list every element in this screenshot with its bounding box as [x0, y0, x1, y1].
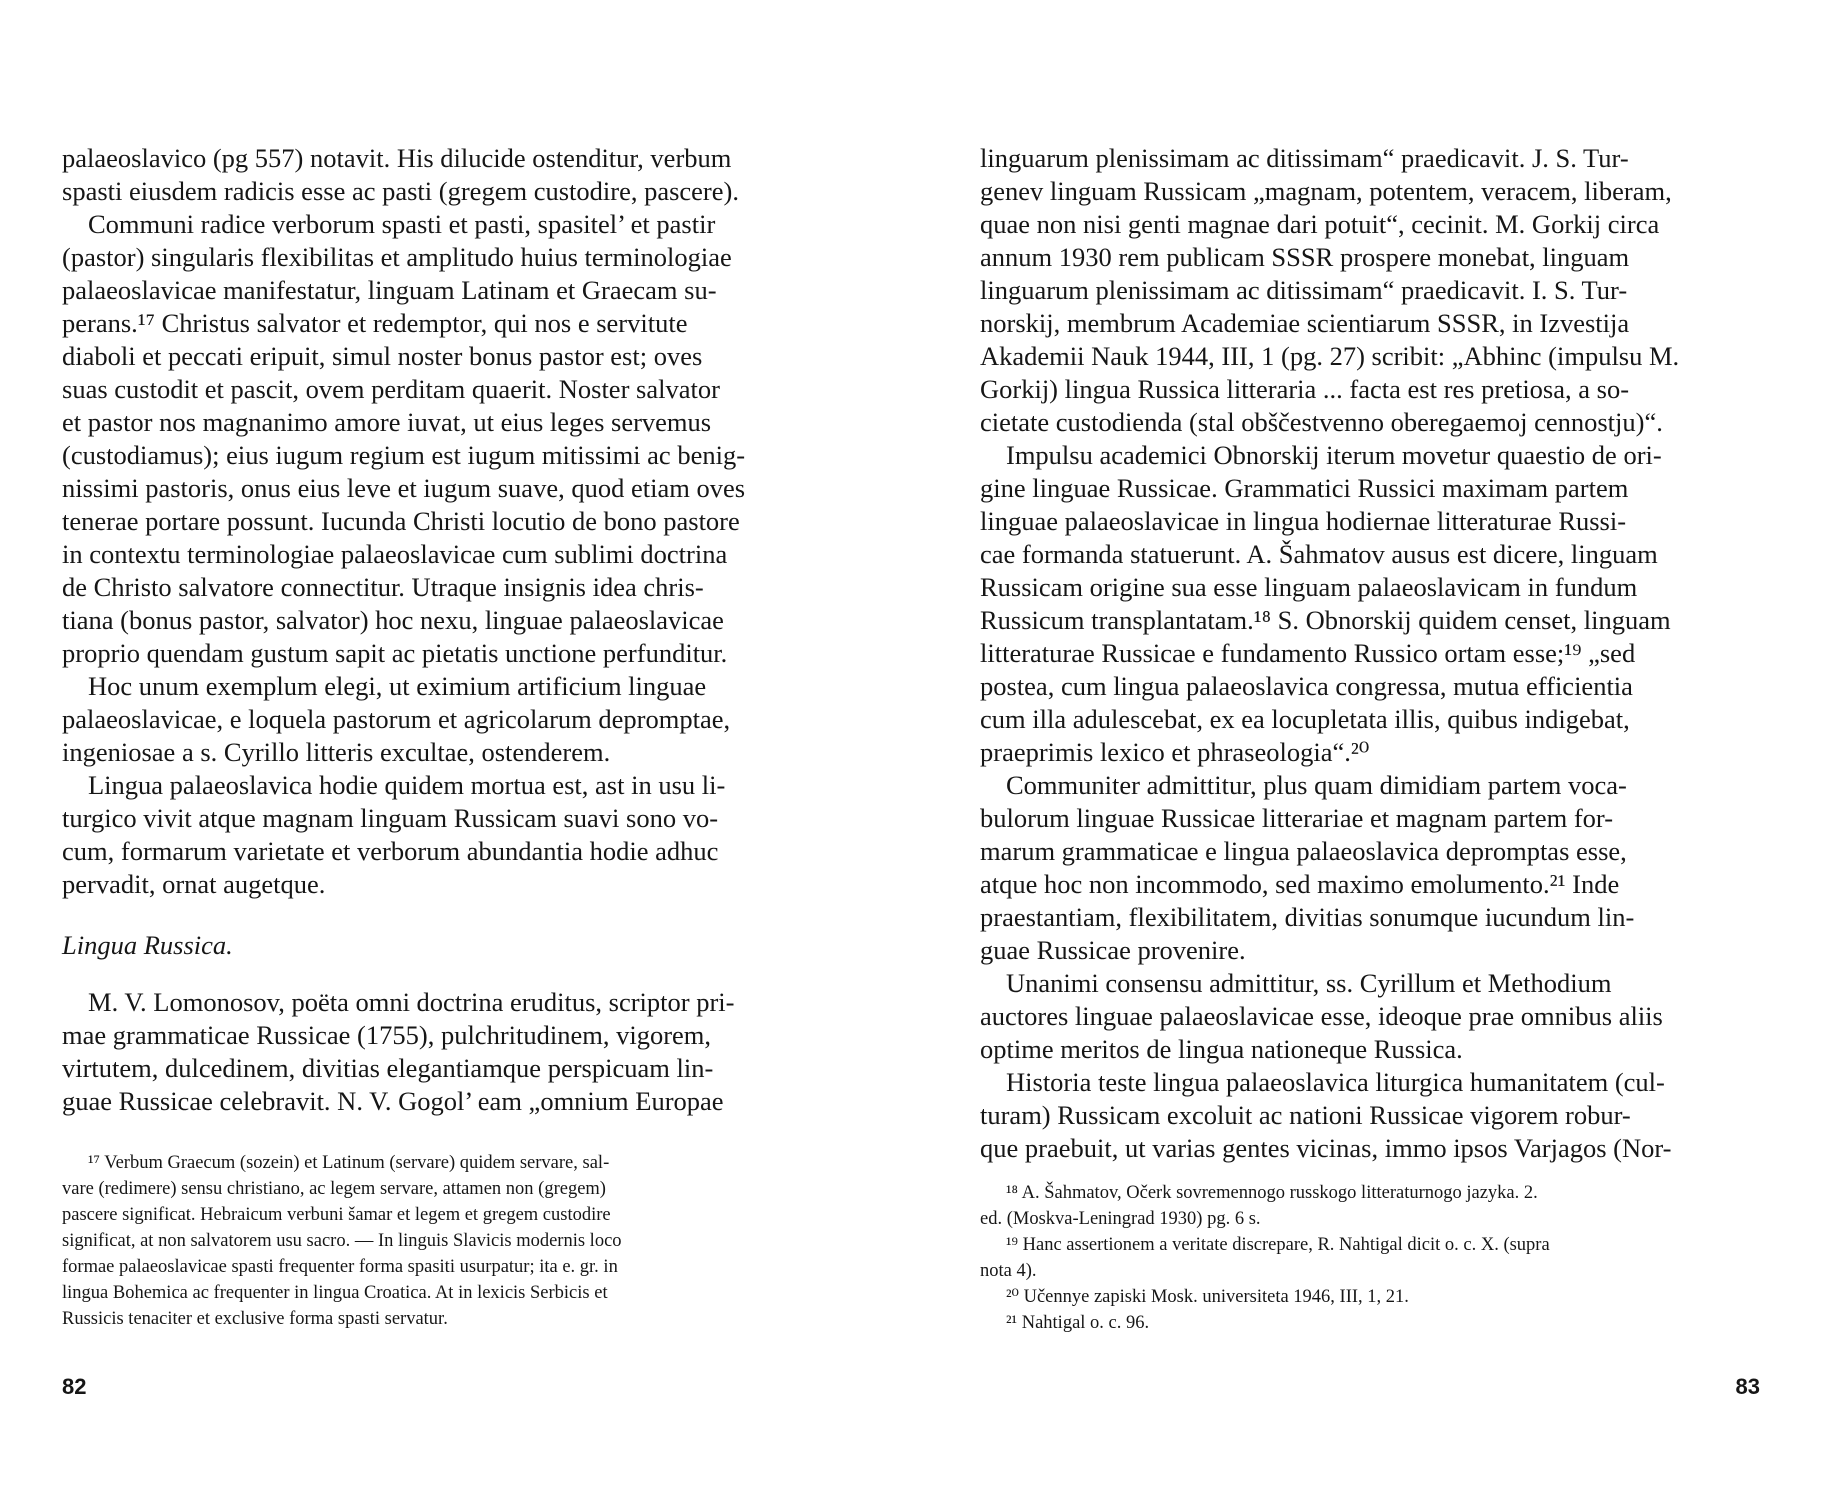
paragraph — [62, 142, 848, 208]
text-line: atque hoc non incommodo, sed maximo emolumento.²¹ Inde — [980, 869, 1620, 899]
text-line: cietate custodienda (stal obščestvenno oberegaemoj cennostju)“. — [980, 407, 1663, 437]
footnote-line: vare (redimere) sensu christiano, ac legem servare, attamen non (gregem) — [62, 1179, 606, 1199]
footnote — [980, 1310, 1760, 1336]
text-line: ingeniosae a s. Cyrillo litteris excultae, ostenderem. — [62, 737, 611, 767]
left-page — [62, 142, 848, 1399]
right-body — [980, 142, 1760, 1165]
text-line: quae non nisi genti magnae dari potuit“, cecinit. M. Gorkij circa — [980, 209, 1660, 239]
text-line: perans.¹⁷ Christus salvator et redemptor, qui nos e servitute — [62, 308, 688, 338]
paragraph — [62, 986, 848, 1118]
footnote-line: formae palaeoslavicae spasti frequenter forma spasiti usurpatur; ita e. gr. in — [62, 1257, 618, 1277]
footnote-line: ²⁰ Učennye zapiski Mosk. universiteta 1946, III, 1, 21. — [1006, 1287, 1409, 1307]
section-heading: Lingua Russica. — [62, 930, 233, 960]
footnote-line: ¹⁹ Hanc assertionem a veritate discrepare, R. Nahtigal dicit o. c. X. (supra — [1006, 1235, 1550, 1255]
footnote — [980, 1232, 1760, 1284]
text-line: optime meritos de lingua nationeque Russica. — [980, 1034, 1463, 1064]
text-line: diaboli et peccati eripuit, simul noster bonus pastor est; oves — [62, 341, 703, 371]
text-line: linguae palaeoslavicae in lingua hodiernae litteraturae Russi- — [980, 506, 1627, 536]
footnote-line: ed. (Moskva-Leningrad 1930) pg. 6 s. — [980, 1209, 1261, 1229]
footnote — [980, 1284, 1760, 1310]
text-line: bulorum linguae Russicae litterariae et magnam partem for- — [980, 803, 1614, 833]
text-line: Impulsu academici Obnorskij iterum movetur quaestio de ori- — [1006, 440, 1662, 470]
paragraph — [62, 769, 848, 901]
text-line: turgico vivit atque magnam linguam Russicam suavi sono vo- — [62, 803, 719, 833]
text-line: spasti eiusdem radicis esse ac pasti (gregem custodire, pascere). — [62, 176, 739, 206]
text-line: de Christo salvatore connectitur. Utraque insignis idea chris- — [62, 572, 704, 602]
text-line: tiana (bonus pastor, salvator) hoc nexu, linguae palaeoslavicae — [62, 605, 724, 635]
paragraph — [62, 208, 848, 670]
text-line: Gorkij) lingua Russica litteraria ... facta est res pretiosa, a so- — [980, 374, 1630, 404]
text-line: Hoc unum exemplum elegi, ut eximium artificium linguae — [88, 671, 707, 701]
paragraph — [980, 967, 1760, 1066]
text-line: (pastor) singularis flexibilitas et amplitudo huius terminologiae — [62, 242, 732, 272]
text-line: pervadit, ornat augetque. — [62, 869, 326, 899]
text-line: cae formanda statuerunt. A. Šahmatov ausus est dicere, linguam — [980, 539, 1658, 569]
text-line: marum grammaticae e lingua palaeoslavica depromptas esse, — [980, 836, 1627, 866]
footnote-line: ¹⁷ Verbum Graecum (sozein) et Latinum (servare) quidem servare, sal- — [88, 1153, 610, 1173]
text-line: norskij, membrum Academiae scientiarum SSSR, in Izvestija — [980, 308, 1630, 338]
right-footnotes — [980, 1180, 1760, 1336]
footnote-line: ²¹ Nahtigal o. c. 96. — [1006, 1313, 1150, 1333]
paragraph — [980, 439, 1760, 769]
page-number: 83 — [1735, 1374, 1760, 1399]
text-line: Communi radice verborum spasti et pasti, spasitel’ et pastir — [88, 209, 716, 239]
text-line: palaeoslavicae, e loquela pastorum et agricolarum depromptae, — [62, 704, 731, 734]
text-line: auctores linguae palaeoslavicae esse, ideoque prae omnibus aliis — [980, 1001, 1663, 1031]
text-line: M. V. Lomonosov, poëta omni doctrina eruditus, scriptor pri- — [88, 987, 735, 1017]
footnote-line: significat, at non salvatorem usu sacro. — In linguis Slavicis modernis loco — [62, 1231, 622, 1251]
footnote-line: Russicis tenaciter et exclusive forma spasti servatur. — [62, 1309, 448, 1329]
footnote-line: nota 4). — [980, 1261, 1037, 1281]
text-line: Russicum transplantatam.¹⁸ S. Obnorskij quidem censet, linguam — [980, 605, 1671, 635]
text-line: annum 1930 rem publicam SSSR prospere monebat, linguam — [980, 242, 1630, 272]
paragraph — [980, 142, 1760, 439]
text-line: Akademii Nauk 1944, III, 1 (pg. 27) scribit: „Abhinc (impulsu M. — [980, 341, 1680, 371]
footnote — [980, 1180, 1760, 1232]
text-line: proprio quendam gustum sapit ac pietatis unctione perfunditur. — [62, 638, 728, 668]
text-line: tenerae portare possunt. Iucunda Christi locutio de bono pastore — [62, 506, 740, 536]
text-line: Lingua palaeoslavica hodie quidem mortua est, ast in usu li- — [88, 770, 726, 800]
text-line: cum illa adulescebat, ex ea locupletata illis, quibus indigebat, — [980, 704, 1630, 734]
text-line: mae grammaticae Russicae (1755), pulchritudinem, vigorem, — [62, 1020, 712, 1050]
text-line: suas custodit et pascit, ovem perditam quaerit. Noster salvator — [62, 374, 720, 404]
text-line: linguarum plenissimam ac ditissimam“ praedicavit. I. S. Tur- — [980, 275, 1628, 305]
page-number: 82 — [62, 1374, 87, 1399]
text-line: cum, formarum varietate et verborum abundantia hodie adhuc — [62, 836, 719, 866]
paragraph — [62, 670, 848, 769]
text-line: litteraturae Russicae e fundamento Russico ortam esse;¹⁹ „sed — [980, 638, 1636, 668]
paragraph — [980, 1066, 1760, 1165]
footnote-line: lingua Bohemica ac frequenter in lingua Croatica. At in lexicis Serbicis et — [62, 1283, 608, 1303]
text-line: Communiter admittitur, plus quam dimidiam partem voca- — [1006, 770, 1627, 800]
right-page — [980, 142, 1760, 1399]
text-line: palaeoslavico (pg 557) notavit. His dilucide ostenditur, verbum — [62, 143, 732, 173]
text-line: gine linguae Russicae. Grammatici Russici maximam partem — [980, 473, 1629, 503]
text-line: palaeoslavicae manifestatur, linguam Latinam et Graecam su- — [62, 275, 717, 305]
text-line: et pastor nos magnanimo amore iuvat, ut eius leges servemus — [62, 407, 712, 437]
text-line: praestantiam, flexibilitatem, divitias sonumque iucundum lin- — [980, 902, 1635, 932]
text-line: turam) Russicam excoluit ac nationi Russicae vigorem robur- — [980, 1100, 1631, 1130]
text-line: Russicam origine sua esse linguam palaeoslavicam in fundum — [980, 572, 1638, 602]
left-body — [62, 142, 848, 1118]
text-line: nissimi pastoris, onus eius leve et iugum suave, quod etiam oves — [62, 473, 746, 503]
text-line: Historia teste lingua palaeoslavica liturgica humanitatem (cul- — [1006, 1067, 1665, 1097]
footnote-line: ¹⁸ A. Šahmatov, Očerk sovremennogo russkogo litteraturnogo jazyka. 2. — [1006, 1183, 1538, 1203]
text-line: (custodiamus); eius iugum regium est iugum mitissimi ac benig- — [62, 440, 746, 470]
footnote — [62, 1150, 848, 1332]
text-line: postea, cum lingua palaeoslavica congressa, mutua efficientia — [980, 671, 1633, 701]
left-footnotes — [62, 1150, 848, 1332]
text-line: virtutem, dulcedinem, divitias elegantiamque perspicuam lin- — [62, 1053, 714, 1083]
text-line: praeprimis lexico et phraseologia“.²⁰ — [980, 737, 1370, 767]
paragraph — [980, 769, 1760, 967]
text-line: que praebuit, ut varias gentes vicinas, immo ipsos Varjagos (Nor- — [980, 1133, 1672, 1163]
text-line: in contextu terminologiae palaeoslavicae cum sublimi doctrina — [62, 539, 728, 569]
text-line: linguarum plenissimam ac ditissimam“ praedicavit. J. S. Tur- — [980, 143, 1629, 173]
text-line: guae Russicae celebravit. N. V. Gogol’ eam „omnium Europae — [62, 1086, 724, 1116]
footnote-line: pascere significat. Hebraicum verbuni šamar et legem et gregem custodire — [62, 1205, 611, 1225]
text-line: Unanimi consensu admittitur, ss. Cyrillum et Methodium — [1006, 968, 1612, 998]
text-line: genev linguam Russicam „magnam, potentem, veracem, liberam, — [980, 176, 1672, 206]
text-line: guae Russicae provenire. — [980, 935, 1246, 965]
